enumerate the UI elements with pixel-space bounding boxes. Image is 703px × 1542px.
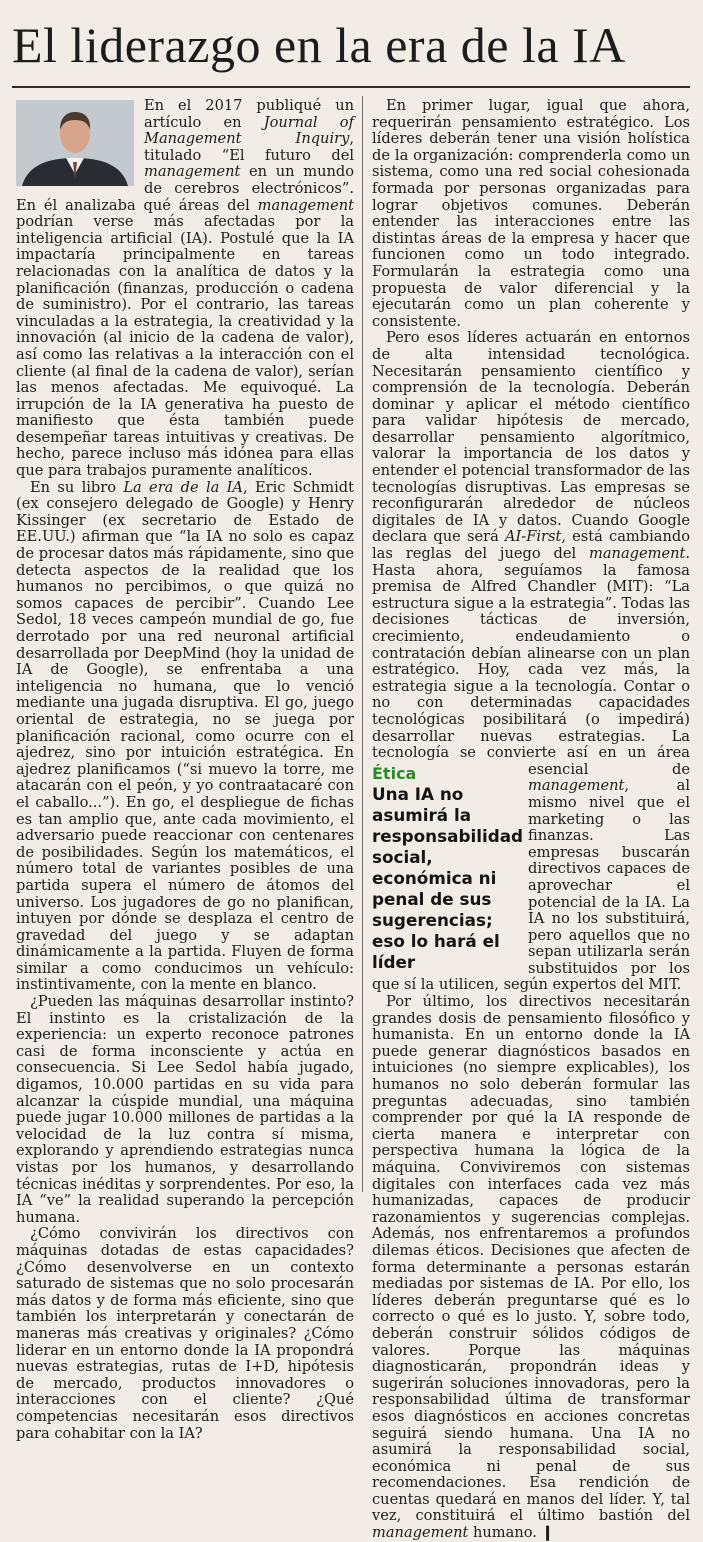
pull-quote-text: Una IA no asumirá la responsabilidad social, económica ni penal de sus sugerencias; eso lo hará el líder <box>372 783 524 972</box>
left-column <box>16 98 354 1442</box>
column-divider <box>362 96 363 1192</box>
paragraph: En su libro La era de la IA, Eric Schmidt (ex consejero delegado de Google) y Henry Kissinger (ex secretario de Estado de EE.UU.) afirman que “la IA no solo es capaz de procesar datos más rápidamente, sino que detecta aspectos de la realidad que los humanos no percibimos, o que quizá no somos capaces de percibir”. Cuando Lee Sedol, 18 veces campeón mundial de go, fue derrotado por una red neuronal artificial desarrollada por DeepMind (hoy la unidad de IA de Google), se enfrentaba a una inteligencia no humana, que lo venció mediante una jugada disruptiva. El go, juego oriental de estrategia, no se juega por planificación racional, como ocurre con el ajedrez, sino por intuición estratégica. En ajedrez planificamos (“si muevo la torre, me atacarán con el peón, y yo contraatacaré con el caballo...”). En go, el despliegue de fichas es tan amplio que, ante cada movimiento, el adversario puede reaccionar con centenares de posibilidades. Según los matemáticos, el número total de variantes posibles de una partida supera el número de átomos del universo. Los jugadores de go no planifican, intuyen por dónde se desplaza el centro de gravedad del juego y se adaptan dinámicamente a la partida. Fluyen de forma similar a como conducimos un vehículo: instintivamente, con la mente en blanco. <box>16 478 355 994</box>
paragraph: Por último, los directivos necesitarán grandes dosis de pensamiento filosófico y humanista. En un entorno donde la IA puede generar diagnósticos basados en intuiciones (no siempre explicables), los humanos no solo deberán formular las preguntas adecuadas, sino también comprender por qué la IA responde de cierta manera e interpretar con perspectiva humana la lógica de la máquina. Conviviremos con sistemas digitales con interfaces cada vez más humanizadas, capaces de producir razonamientos y sugerencias complejas. Además, nos enfrentaremos a profundos dilemas éticos. Decisiones que afecten de forma determinante a personas estarán mediadas por sistemas de IA. Por ello, los líderes deberán preguntarse qué es lo correcto o qué es lo justo. Y, sobre todo, deberán construir sólidos códigos de valores. Porque las máquinas diagnosticarán, propondrán ideas y sugerirán soluciones innovadoras, pero la responsabilidad última de transformar esos diagnósticos en acciones concretas seguirá siendo humana. Una IA no asumirá la responsabilidad social, económica ni penal de sus recomendaciones. Esa rendición de cuentas quedará en manos del líder. Y, tal vez, constituirá el último bastión del management humano. ❙ <box>372 993 690 1542</box>
end-mark: ❙ <box>541 1524 554 1542</box>
headline-rule <box>12 86 690 88</box>
paragraph: ¿Cómo convivirán los directivos con máquinas dotadas de estas capacidades? ¿Cómo desenvolverse en un contexto saturado de sistemas que no solo procesarán más datos y de forma más eficiente, sino que también los interpretarán y conectarán de maneras más creativas y originales? ¿Cómo liderar en un entorno donde la IA propondrá nuevas estrategias, rutas de I+D, hipótesis de mercado, productos innovadores o interacciones con el cliente? ¿Qué competencias necesitarán esos directivos para cohabitar con la IA? <box>16 1225 354 1442</box>
pull-quote-kicker: Ética <box>372 763 417 783</box>
author-photo-icon <box>16 100 134 186</box>
pull-quote <box>372 763 524 973</box>
paragraph: ¿Pueden las máquinas desarrollar instinto? El instinto es la cristalización de la experiencia: un experto reconoce patrones casi de forma inconsciente y actúa en consecuencia. Si Lee Sedol había jugado, digamos, 10.000 partidas en su vida para alcanzar la cúspide mundial, una máquina puede jugar 10.000 millones de partidas a la velocidad de la luz contra sí misma, explorando y aprendiendo estrategias nunca vistas por los humanos, y desarrollando técnicas inéditas y sorprendentes. Por eso, la IA “ve” la realidad superando la percepción humana. <box>16 993 354 1226</box>
right-column <box>372 98 690 1542</box>
headline: El liderazgo en la era de la IA <box>12 17 626 73</box>
paragraph: Pero esos líderes actuarán en entornos de alta intensidad tecnológica. Necesitarán pensamiento científico y comprensión de la tecnología. Deberán dominar y aplicar el método científico para validar hipótesis de mercado, desarrollar pensamiento algorítmico, valorar la importancia de los datos y entender el potencial transformador de las tecnologías disruptivas. Las empresas se reconfigurarán alrededor de núcleos digitales de IA y datos. Cuando Google declara que será AI-First, está cambiando las reglas del juego del management. Hasta ahora, seguíamos la famosa premisa de Alfred Chandler (MIT): “La estructura sigue a la estrategia”. Todas las decisiones tácticas de inversión, crecimiento, endeudamiento o contratación debían alinearse con un plan estratégico. Hoy, cada vez más, la estrategia sigue a la tecnología. Contar o no con determinadas capacidades tecnológicas posibilitará (o impedirá) desarrollar nuevas estrategias. La tecnología se convierte así en un área esencial de Ética Una IA no asumirá la responsabilidad social, económica ni penal de sus sugerencias; eso lo hará el líder management, al mismo nivel que el marketing o las finanzas. Las empresas buscarán directivos capaces de aprovechar el potencial de la IA. La IA no los substituirá, pero aquellos que no sepan utilizarla serán substituidos por los que sí la utilicen, según expertos del MIT. <box>372 329 690 994</box>
paragraph: En primer lugar, igual que ahora, requerirán pensamiento estratégico. Los líderes deberán tener una visión holística de la organización: comprenderla como un sistema, como una red social cohesionada formada por personas organizadas para lograr objetivos comunes. Deberán entender las interacciones entre las distintas áreas de la empresa y hacer que funcionen como un todo integrado. Formularán la estrategia como una propuesta de valor diferencial y la ejecutarán como un plan coherente y consistente. <box>372 97 690 330</box>
author-portrait <box>16 100 134 186</box>
paragraph: En el 2017 publiqué un artículo en Journal of Management Inquiry, titulado “El futuro del management en un mundo de cerebros electrónicos”. En él analizaba qué áreas del management podrían verse más afectadas por la inteligencia artificial (IA). Postulé que la IA impactaría principalmente en tareas relacionadas con la analítica de datos y la planificación (finanzas, producción o cadena de suministro). Por el contrario, las tareas vinculadas a la estrategia, la creatividad y la innovación (al inicio de la cadena de valor), así como las relativas a la interacción con el cliente (al final de la cadena de valor), serían las menos afectadas. Me equivoqué. La irrupción de la IA generativa ha puesto de manifiesto que ésta también puede desempeñar tareas intuitivas y creativas. De hecho, parece incluso más idónea para ellas que para trabajos puramente analíticos. <box>16 97 354 480</box>
